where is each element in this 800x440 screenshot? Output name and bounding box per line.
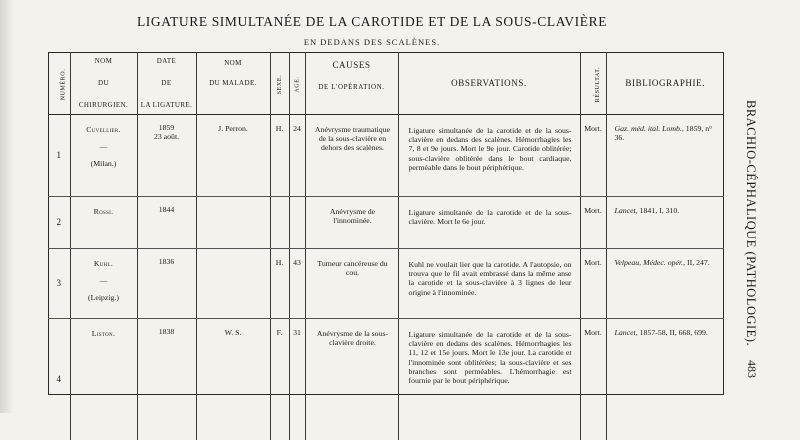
result-cell: Mort.: [580, 197, 606, 249]
page-subtitle: EN DEDANS DES SCALÈNES.: [22, 37, 722, 47]
cause-cell: Anévrysme de l'innominée.: [305, 197, 398, 249]
cause-cell: Anévrysme de la sous-clavière droite.: [305, 319, 398, 440]
observation-cell: Kuhl ne voulait lier que la carotide. A l'autopsie, on trouva que le fil avait embrassé dans la même anse la carotide et la sous-clavière à 3 lignes de leur origine à l'innominée.: [398, 249, 580, 319]
cause-cell: Tumeur cancéreuse du cou.: [305, 249, 398, 319]
date-cell: 1859 23 août.: [137, 115, 196, 197]
bibliography-cell: Lancet, 1841, I, 310.: [606, 197, 724, 249]
row-number: 1: [48, 115, 70, 197]
sex-cell: [270, 197, 289, 249]
page-title: LIGATURE SIMULTANÉE DE LA CAROTIDE ET DE LA SOUS-CLAVIÈRE: [22, 14, 722, 30]
page-number: 483: [744, 360, 764, 390]
ligature-table: [48, 52, 724, 440]
age-cell: [289, 197, 305, 249]
patient-cell: [196, 197, 270, 249]
running-head-vertical: BRACHIO-CÉPHALIQUE (PATHOLOGIE).: [742, 100, 764, 330]
header-observations: OBSERVATIONS.: [398, 52, 580, 115]
table-header-row: [48, 52, 724, 115]
date-cell: 1844: [137, 197, 196, 249]
result-cell: Mort.: [580, 319, 606, 440]
header-bibliography: BIBLIOGRAPHIE.: [606, 52, 724, 115]
observation-cell: Ligature simultanée de la carotide et de la sous-clavière en dedans des scalènes. Hémorrhagies les 7, 8 et 9e jours. Mort le 9e jour. Carotide oblitérée; sous-clavière oblitérée dans le bout cardiaque, perméable dans le bout périphérique.: [398, 115, 580, 197]
sex-cell: H.: [270, 249, 289, 319]
row-number: 4: [48, 319, 70, 440]
table-row: [48, 319, 724, 440]
table-row: [48, 249, 724, 319]
header-age: AGE.: [289, 52, 305, 115]
surgeon-cell: Cuvellier. — (Milan.): [70, 115, 137, 197]
sex-cell: F.: [270, 319, 289, 440]
header-surgeon: NOM DU CHIRURGIEN.: [70, 52, 137, 115]
bibliography-cell: Velpeau, Médec. opér., II, 247.: [606, 249, 724, 319]
observation-cell: Ligature simultanée de la carotide et de la sous-clavière en dedans des scalènes. Hémorrhagies les 11, 12 et 15e jours. Mort le 13e jour. La carotide et l'innominée sont oblitérées; la sous-clavière et ses branches sont perméables. L'hémorrhagie est fournie par le bout périphérique.: [398, 319, 580, 440]
header-causes: CAUSES DE L'OPÉRATION.: [305, 52, 398, 115]
observation-cell: Ligature simultanée de la carotide et de la sous-clavière. Mort le 6e jour.: [398, 197, 580, 249]
table-row: [48, 115, 724, 197]
header-result: RÉSULTAT.: [580, 52, 606, 115]
patient-cell: [196, 249, 270, 319]
age-cell: 24: [289, 115, 305, 197]
sex-cell: H.: [270, 115, 289, 197]
header-date: DATE DE LA LIGATURE.: [137, 52, 196, 115]
date-cell: 1838: [137, 319, 196, 440]
row-number: 3: [48, 249, 70, 319]
surgeon-cell: Liston.: [70, 319, 137, 440]
table-row: [48, 197, 724, 249]
header-patient: NOM DU MALADE.: [196, 52, 270, 115]
patient-cell: J. Perron.: [196, 115, 270, 197]
age-cell: 31: [289, 319, 305, 440]
result-cell: Mort.: [580, 249, 606, 319]
bibliography-cell: Lancet, 1857-58, II, 668, 699.: [606, 319, 724, 440]
result-cell: Mort.: [580, 115, 606, 197]
age-cell: 43: [289, 249, 305, 319]
bibliography-cell: Gaz. méd. ital. Lomb., 1859, n° 36.: [606, 115, 724, 197]
surgeon-cell: Rossi.: [70, 197, 137, 249]
header-sex: SEXE.: [270, 52, 289, 115]
row-number: 2: [48, 197, 70, 249]
patient-cell: W. S.: [196, 319, 270, 440]
date-cell: 1836: [137, 249, 196, 319]
surgeon-cell: Kuhl. — (Leipzig.): [70, 249, 137, 319]
page-gutter-shadow: [0, 0, 14, 413]
cause-cell: Anévrysme traumatique de la sous-clavière en dehors des scalènes.: [305, 115, 398, 197]
header-numero: NUMÉRO.: [48, 52, 70, 115]
